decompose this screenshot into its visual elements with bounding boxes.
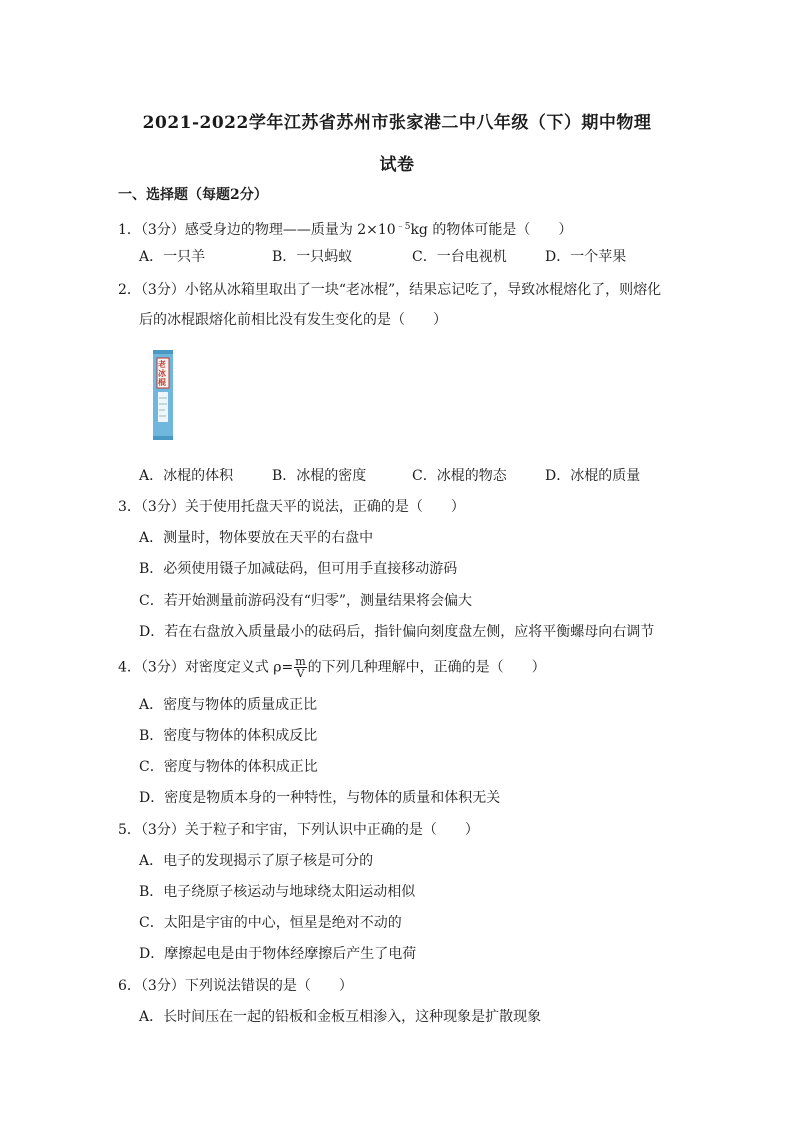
question-6-stem: 6．（3分）下列说法错误的是（ ） <box>118 978 353 994</box>
question-5-option-b: B．电子绕原子核运动与地球绕太阳运动相似 <box>139 884 416 900</box>
question-4-stem <box>118 656 546 679</box>
question-3-stem: 3．（3分）关于使用托盘天平的说法，正确的是（ ） <box>118 499 465 515</box>
document-title-line2: 试卷 <box>379 155 415 175</box>
question-4-option-a: A．密度与物体的质量成正比 <box>139 697 318 713</box>
question-6-option-a: A．长时间压在一起的铅板和金板互相渗入，这种现象是扩散现象 <box>139 1009 542 1025</box>
question-2-option-b: B．冰棍的密度 <box>272 468 367 484</box>
question-1-stem-a: 1．（3分）感受身边的物理——质量为 2×10 <box>118 222 396 238</box>
fraction-denominator: V <box>296 667 305 680</box>
question-2-option-a: A．冰棍的体积 <box>139 468 234 484</box>
question-5-option-d: D．摩擦起电是由于物体经摩擦后产生了电荷 <box>139 946 417 962</box>
question-4-option-c: C．密度与物体的体积成正比 <box>139 759 318 775</box>
question-1-option-c: C．一台电视机 <box>412 249 507 265</box>
fraction-numerator: m <box>295 655 306 668</box>
question-3-option-d: D．若在右盘放入质量最小的砝码后，指针偏向刻度盘左侧，应将平衡螺母向右调节 <box>139 624 655 640</box>
question-1-option-d: D．一个苹果 <box>545 249 627 265</box>
question-1-option-a: A．一只羊 <box>139 249 206 265</box>
question-3-option-c: C．若开始测量前游码没有“归零”，测量结果将会偏大 <box>139 593 473 609</box>
question-1-option-b: B．一只蚂蚁 <box>272 249 353 265</box>
question-5-stem: 5．（3分）关于粒子和宇宙，下列认识中正确的是（ ） <box>118 822 479 838</box>
question-4-option-d: D．密度是物质本身的一种特性，与物体的质量和体积无关 <box>139 790 501 806</box>
question-2-option-d: D．冰棍的质量 <box>545 468 641 484</box>
question-4-stem-b: 的下列几种理解中，正确的是（ ） <box>307 659 546 676</box>
question-4-stem-a: 4．（3分）对密度定义式 ρ= <box>118 659 294 676</box>
question-3-option-b: B．必须使用镊子加减砝码，但可用手直接移动游码 <box>139 561 458 577</box>
question-4-option-b: B．密度与物体的体积成反比 <box>139 728 318 744</box>
section-heading: 一、选择题（每题2分） <box>118 187 268 203</box>
document-title-line1: 2021-2022学年江苏省苏州市张家港二中八年级（下）期中物理 <box>142 113 652 133</box>
question-3-option-a: A．测量时，物体要放在天平的右盘中 <box>139 530 374 546</box>
question-1-stem-b: kg 的物体可能是（ ） <box>410 222 573 238</box>
density-fraction <box>294 656 306 679</box>
question-2-stem-line2: 后的冰棍跟熔化前相比没有发生变化的是（ ） <box>139 312 447 328</box>
question-1-stem <box>118 218 572 239</box>
popsicle-label: 老冰棍 <box>158 359 166 387</box>
question-5-option-a: A．电子的发现揭示了原子核是可分的 <box>139 853 374 869</box>
question-2-option-c: C．冰棍的物态 <box>412 468 507 484</box>
question-1-exponent: ﹣5 <box>395 222 411 232</box>
question-5-option-c: C．太阳是宇宙的中心，恒星是绝对不动的 <box>139 915 402 931</box>
question-2-stem-line1: 2．（3分）小铭从冰箱里取出了一块“老冰棍”，结果忘记吃了，导致冰棍熔化了，则熔化 <box>118 282 662 298</box>
